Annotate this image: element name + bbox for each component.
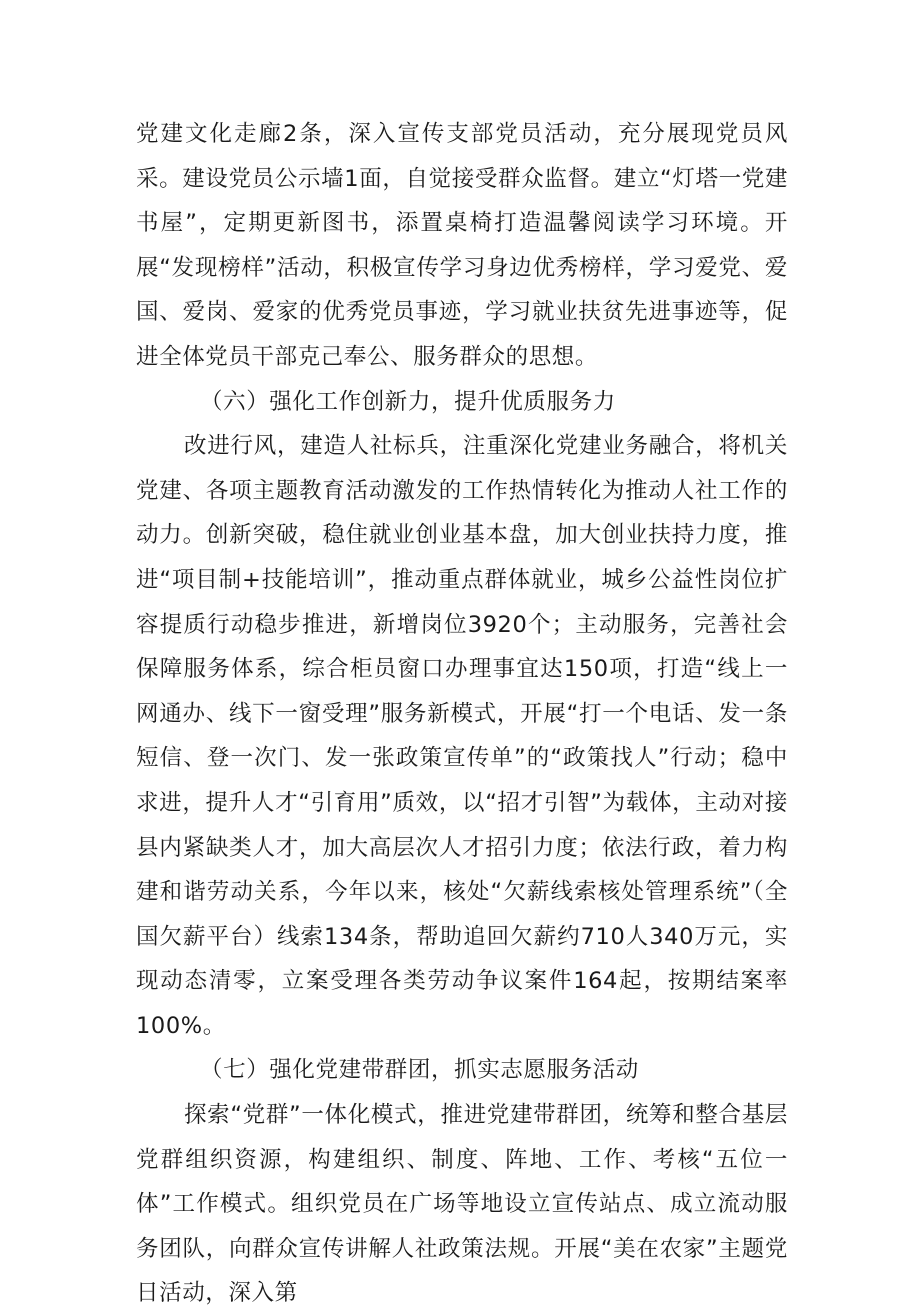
paragraph-innovation-service: 改进行风，建造人社标兵，注重深化党建业务融合，将机关党建、各项主题教育活动激发的工作热情转化为推动人社工作的动力。创新突破，稳住就业创业基本盘，加大创业扶持力度，推进“项目制+技能培训”，推动重点群体就业，城乡公益性岗位扩容提质行动稳步推进，新增岗位3920个；主动服务，完善社会保障服务体系，综合柜员窗口办理事宜达150项，打造“线上一网通办、线下一窗受理”服务新模式，开展“打一个电话、发一条短信、登一次门、发一张政策宣传单”的“政策找人”行动；稳中求进，提升人才“引育用”质效，以“招才引智”为载体，主动对接县内紧缺类人才，加大高层次人才招引力度；依法行政，着力构建和谐劳动关系，今年以来，核处“欠薪线索核处管理系统”（全国欠薪平台）线索134条，帮助追回欠薪约710人340万元，实现动态清零，立案受理各类劳动争议案件164起，按期结案率100%。 [136, 433, 788, 1039]
section-heading-7: （七）强化党建带群团，抓实志愿服务活动 [200, 1057, 639, 1084]
section-heading-6: （六）强化工作创新力，提升优质服务力 [200, 388, 616, 415]
paragraph-party-culture: 党建文化走廊2条，深入宣传支部党员活动，充分展现党员风采。建设党员公示墙1面，自觉接受群众监督。建立“灯塔一党建书屋”，定期更新图书，添置桌椅打造温馨阅读学习环境。开展“发现榜样”活动，积极宣传学习身边优秀榜样，学习爱党、爱国、爱岗、爱家的优秀党员事迹，学习就业扶贫先进事迹等，促进全体党员干部克己奉公、服务群众的思想。 [136, 121, 788, 370]
paragraph-party-mass: 探索“党群”一体化模式，推进党建带群团，统筹和整合基层党群组织资源，构建组织、制度、阵地、工作、考核“五位一体”工作模式。组织党员在广场等地设立宣传站点、成立流动服务团队，向群众宣传讲解人社政策法规。开展“美在农家”主题党日活动，深入第 [136, 1102, 788, 1307]
document-body [136, 112, 788, 1316]
